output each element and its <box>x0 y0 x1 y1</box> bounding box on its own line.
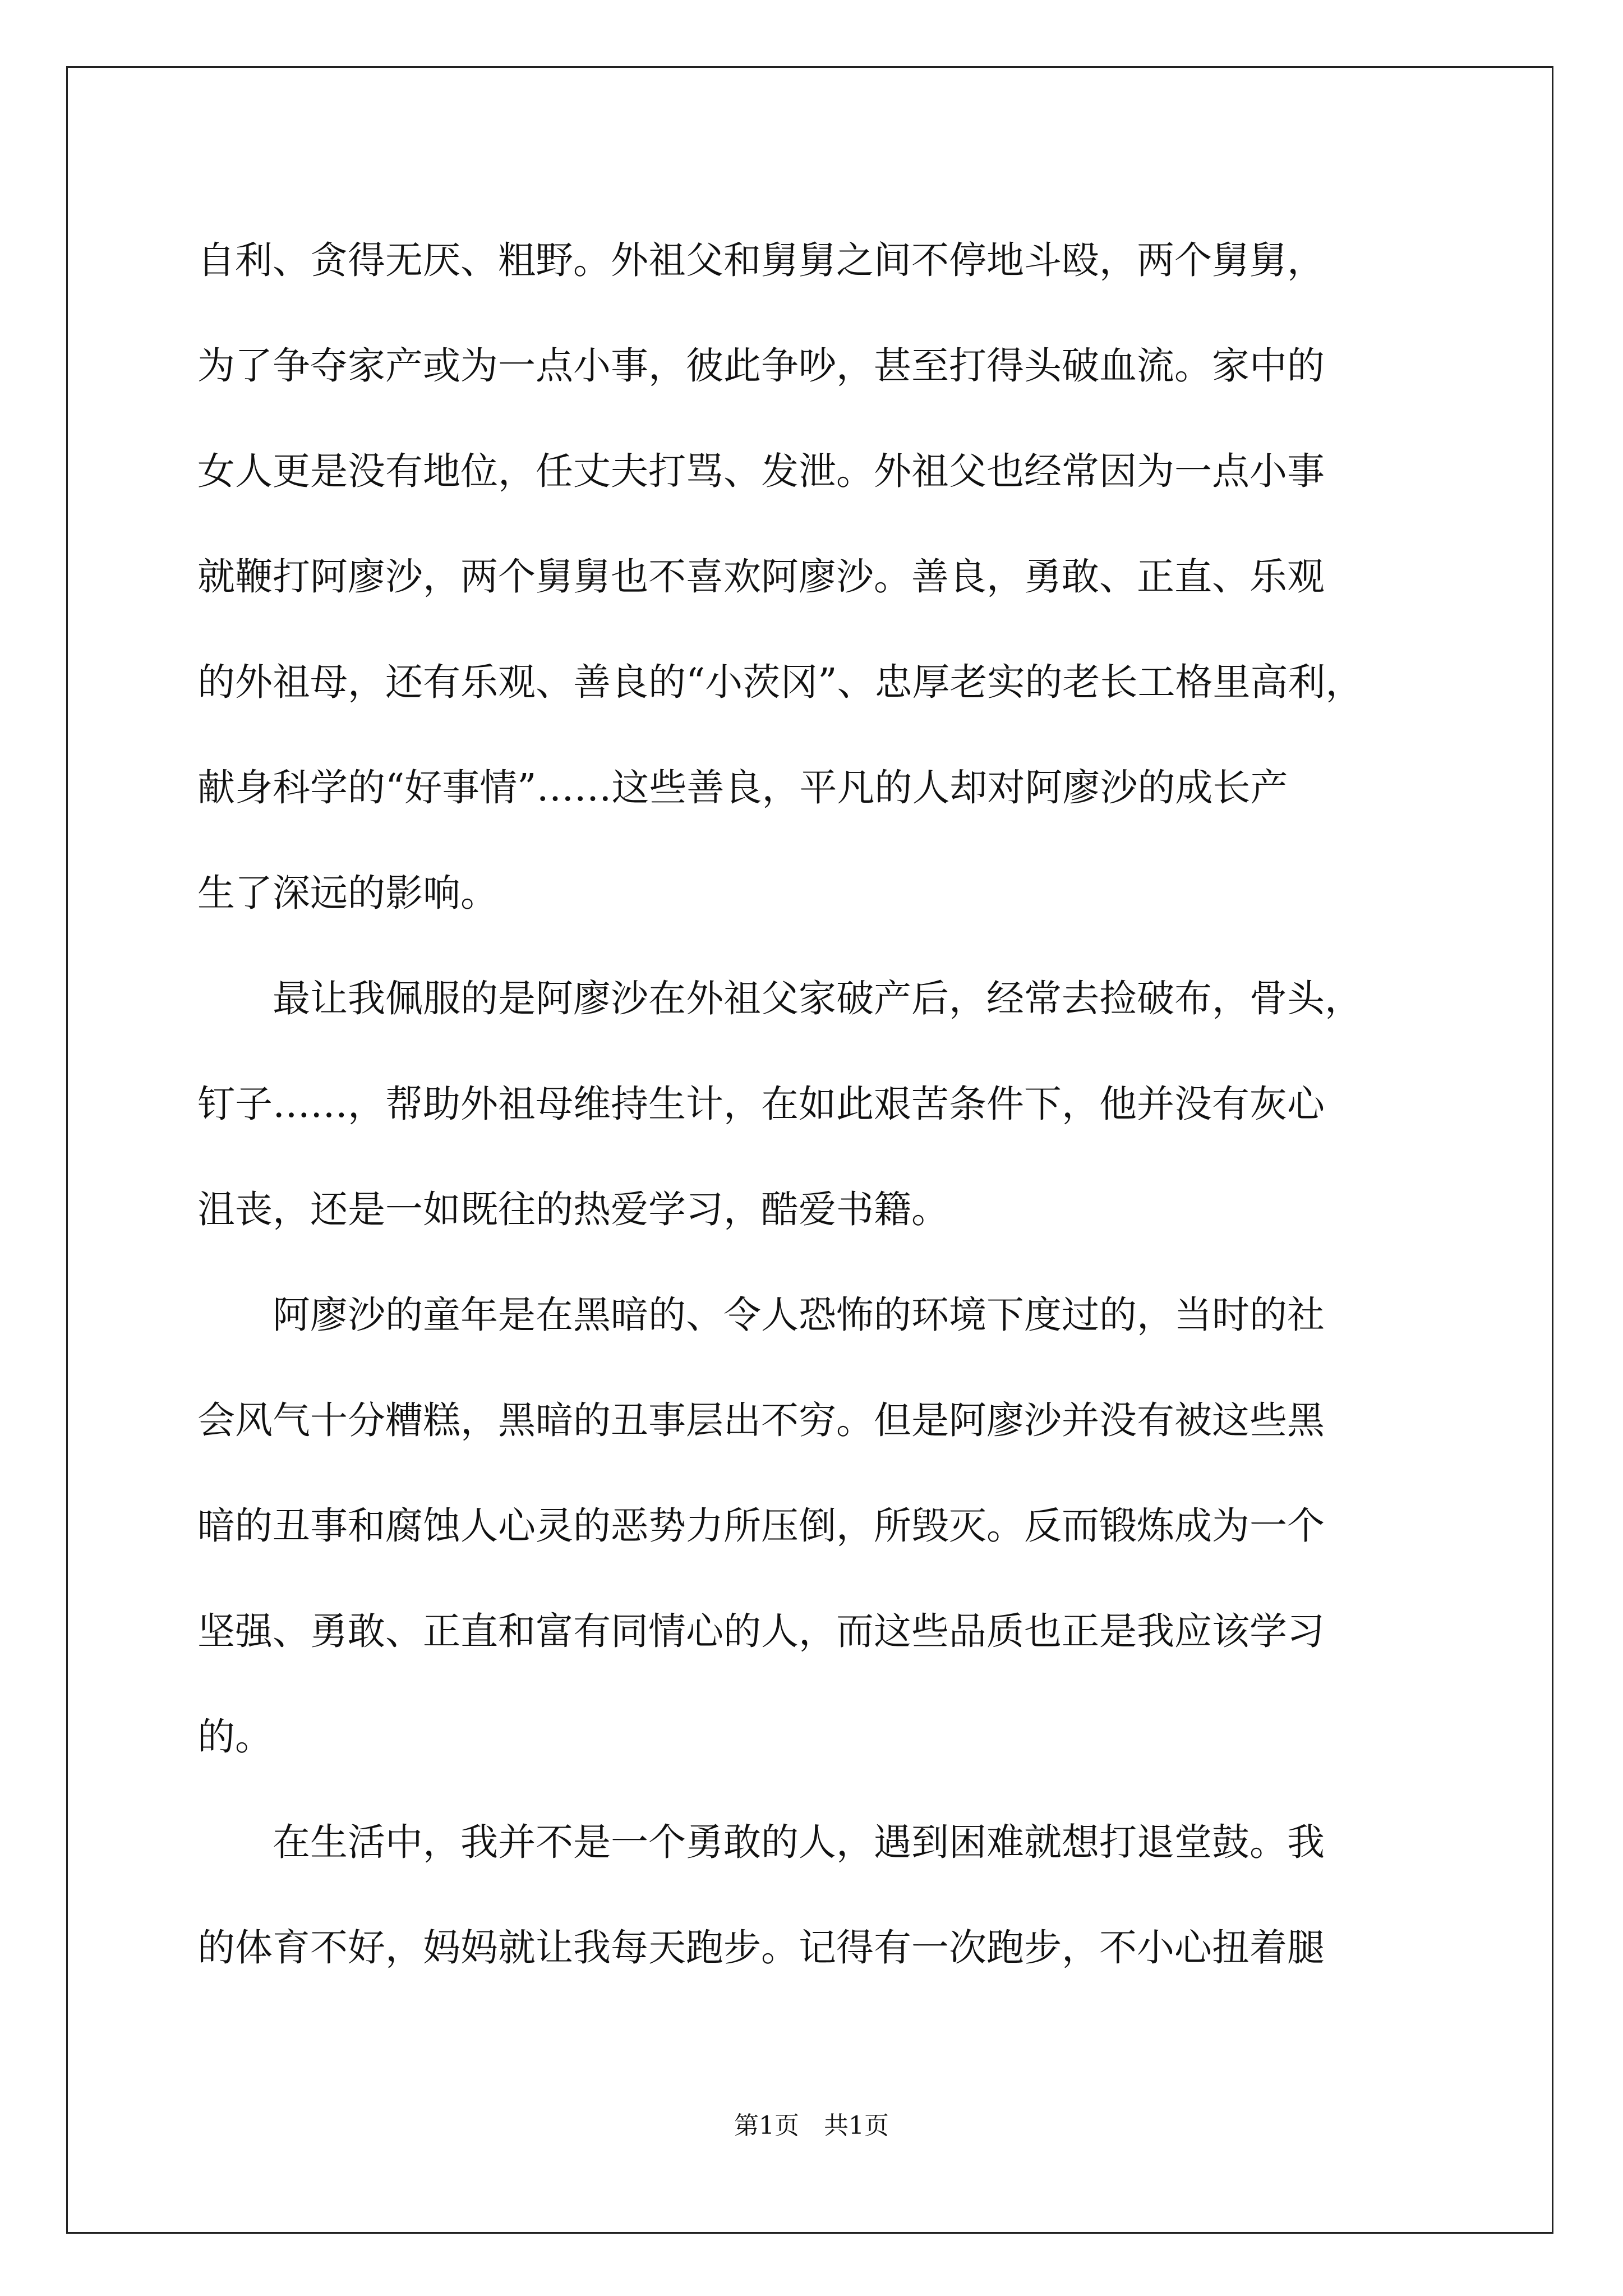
text-line: 最让我佩服的是阿廖沙在外祖父家破产后，经常去捡破布，骨头， <box>197 977 1362 1020</box>
text-line: 会风气十分糟糕，黑暗的丑事层出不穷。但是阿廖沙并没有被这些黑 <box>197 1398 1325 1442</box>
text-line: 的体育不好，妈妈就让我每天跑步。记得有一次跑步，不小心扭着腿 <box>197 1926 1325 1970</box>
text-line: 自利、贪得无厌、粗野。外祖父和舅舅之间不停地斗殴，两个舅舅， <box>197 238 1325 282</box>
text-line: 献身科学的“好事情”……这些善良，平凡的人却对阿廖沙的成长产 <box>197 766 1288 809</box>
page-number: 第1页 共1页 <box>734 2111 889 2140</box>
text-line: 女人更是没有地位，任丈夫打骂、发泄。外祖父也经常因为一点小事 <box>197 449 1325 493</box>
text-line: 为了争夺家产或为一点小事，彼此争吵，甚至打得头破血流。家中的 <box>197 344 1325 388</box>
text-line: 暗的丑事和腐蚀人心灵的恶势力所压倒，所毁灭。反而锻炼成为一个 <box>197 1504 1325 1548</box>
text-line: 的外祖母，还有乐观、善良的“小茨冈”、忠厚老实的老长工格里高利， <box>197 660 1363 704</box>
text-line: 坚强、勇敢、正直和富有同情心的人，而这些品质也正是我应该学习 <box>197 1609 1325 1653</box>
text-line: 生了深远的影响。 <box>197 871 498 915</box>
text-line: 的。 <box>197 1715 273 1759</box>
text-line: 就鞭打阿廖沙，两个舅舅也不喜欢阿廖沙。善良，勇敢、正直、乐观 <box>197 555 1325 599</box>
text-line: 阿廖沙的童年是在黑暗的、令人恐怖的环境下度过的，当时的社 <box>197 1293 1325 1337</box>
text-line: 钉子……，帮助外祖母维持生计，在如此艰苦条件下，他并没有灰心 <box>197 1082 1325 1126</box>
text-line: 在生活中，我并不是一个勇敢的人，遇到困难就想打退堂鼓。我 <box>197 1820 1325 1864</box>
text-line: 沮丧，还是一如既往的热爱学习，酷爱书籍。 <box>197 1188 949 1231</box>
body-text <box>197 208 1448 2000</box>
